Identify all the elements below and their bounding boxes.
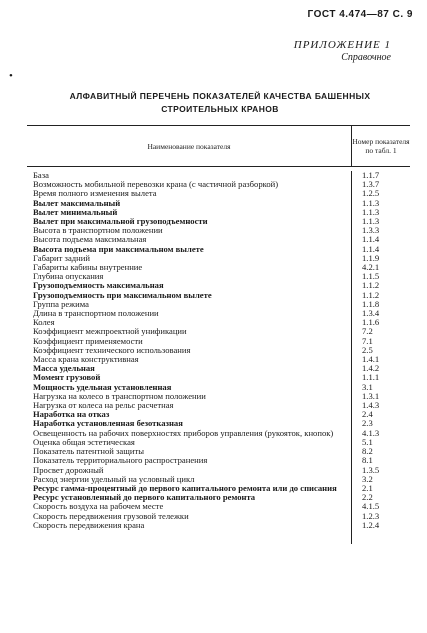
indicator-name: Колея xyxy=(33,317,55,328)
indicator-number: 1.1.1 xyxy=(362,372,380,383)
indicator-name: Вылет максимальный xyxy=(33,197,121,208)
indicator-name: Мощность удельная установленная xyxy=(33,381,172,392)
indicator-name: Масса крана конструктивная xyxy=(33,354,139,365)
document-title: АЛФАВИТНЫЙ ПЕРЕЧЕНЬ ПОКАЗАТЕЛЕЙ КАЧЕСТВА БАШЕННЫХ СТРОИТЕЛЬНЫХ КРАНОВ xyxy=(69,91,371,114)
indicator-name: Высота в транспортном положении xyxy=(33,225,163,236)
indicator-number: 1.1.7 xyxy=(362,170,380,180)
indicator-number: 1.3.1 xyxy=(362,390,380,401)
indicator-number: 1.3.3 xyxy=(362,225,380,236)
table-body xyxy=(27,171,410,530)
indicator-name: Группа режима xyxy=(33,298,89,309)
indicator-number: 1.3.4 xyxy=(362,308,380,319)
indicator-name: Возможность мобильной перевозки крана (с частичной разборкой) xyxy=(33,179,279,190)
indicator-name: Глубина опускания xyxy=(33,271,104,282)
indicator-number: 8.1 xyxy=(362,455,373,466)
column-header-name: Наименование показателя xyxy=(27,126,352,166)
indicator-number: 2.2 xyxy=(362,492,373,503)
indicator-name: Наработка установленная безотказная xyxy=(33,418,183,429)
indicator-number: 1.3.7 xyxy=(362,179,380,190)
indicator-name: Оценка общая эстетическая xyxy=(33,436,135,447)
column-header-number: Номер показателя по табл. 1 xyxy=(352,137,410,155)
indicator-name: Показатель патентной защиты xyxy=(33,446,144,457)
indicator-number: 1.1.6 xyxy=(362,317,380,328)
indicator-number: 1.1.3 xyxy=(362,197,380,208)
indicator-number: 3.2 xyxy=(362,473,373,484)
indicator-name: Показатель территориального распространения xyxy=(33,455,208,466)
annex-subtitle: Справочное xyxy=(341,52,391,63)
indicator-name: Скорость передвижения грузовой тележки xyxy=(33,510,189,521)
indicator-name: Скорость передвижения крана xyxy=(33,519,145,530)
indicator-name: Высота подъема максимальная xyxy=(33,234,147,245)
indicator-number: 2.3 xyxy=(362,418,373,429)
indicator-name: Коэффициент технического использования xyxy=(33,344,191,355)
indicator-number: 1.4.2 xyxy=(362,363,380,374)
indicator-number: 1.1.5 xyxy=(362,271,380,282)
indicator-number: 4.1.5 xyxy=(362,501,380,512)
indicator-number: 4.2.1 xyxy=(362,262,380,273)
indicator-name: Просвет дорожный xyxy=(33,464,104,475)
indicator-number: 8.2 xyxy=(362,446,373,457)
indicator-number: 7.2 xyxy=(362,326,373,337)
indicator-name: Расход энергии удельный на условный цикл xyxy=(33,473,195,484)
indicator-number: 1.2.3 xyxy=(362,510,380,521)
indicator-name: Вылет при максимальной грузоподъемности xyxy=(33,216,208,227)
indicator-name: Коэффициент межпроектной унификации xyxy=(33,326,187,337)
indicator-number: 1.2.5 xyxy=(362,188,380,199)
indicator-name: Нагрузка на колесо в транспортном положении xyxy=(33,390,206,401)
indicator-table xyxy=(27,125,410,530)
indicator-name: Масса удельная xyxy=(33,363,95,374)
indicator-name: Скорость воздуха на рабочем месте xyxy=(33,501,164,512)
indicator-name: Коэффициент применяемости xyxy=(33,335,143,346)
page-header: ГОСТ 4.474—87 С. 9 xyxy=(307,9,413,20)
bullet-mark: • xyxy=(9,70,13,82)
indicator-name: Освещенность на рабочих поверхностях приборов управления (рукояток, кнопок) xyxy=(33,427,334,438)
indicator-name: Момент грузовой xyxy=(33,372,101,383)
indicator-number: 1.1.4 xyxy=(362,243,380,254)
indicator-number: 1.1.4 xyxy=(362,234,380,245)
indicator-number: 1.1.2 xyxy=(362,280,380,291)
table-row xyxy=(27,521,410,530)
table-row xyxy=(27,309,410,318)
indicator-name: Длина в транспортном положении xyxy=(33,308,159,319)
indicator-number: 1.3.5 xyxy=(362,464,380,475)
indicator-number: 1.4.1 xyxy=(362,354,380,365)
indicator-name: Время полного изменения вылета xyxy=(33,188,157,199)
indicator-name: Наработка на отказ xyxy=(33,409,110,420)
indicator-number: 3.1 xyxy=(362,381,373,392)
indicator-name: База xyxy=(33,170,49,180)
indicator-number: 4.1.3 xyxy=(362,427,380,438)
indicator-number: 1.1.3 xyxy=(362,216,380,227)
annex-title: ПРИЛОЖЕНИЕ 1 xyxy=(293,39,391,51)
indicator-name: Габарит задний xyxy=(33,252,90,263)
indicator-number: 2.5 xyxy=(362,344,373,355)
indicator-number: 1.1.9 xyxy=(362,252,380,263)
indicator-name: Нагрузка от колеса на рельс расчетная xyxy=(33,400,174,411)
indicator-name: Высота подъема при максимальном вылете xyxy=(33,243,204,254)
indicator-number: 5.1 xyxy=(362,436,373,447)
indicator-name: Грузоподъемность при максимальном вылете xyxy=(33,289,212,300)
table-header xyxy=(27,125,410,167)
indicator-number: 1.1.2 xyxy=(362,289,380,300)
indicator-name: Ресурс гамма-процентный до первого капитального ремонта или до списания xyxy=(33,482,337,493)
indicator-number: 2.1 xyxy=(362,482,373,493)
indicator-name: Габариты кабины внутренние xyxy=(33,262,143,273)
indicator-number: 1.1.8 xyxy=(362,298,380,309)
indicator-number: 1.2.4 xyxy=(362,519,380,530)
indicator-number: 1.4.3 xyxy=(362,400,380,411)
annex-block xyxy=(294,39,391,63)
indicator-number: 1.1.3 xyxy=(362,206,380,217)
indicator-number: 7.1 xyxy=(362,335,373,346)
indicator-number: 2.4 xyxy=(362,409,373,420)
indicator-name: Ресурс установленный до первого капитального ремонта xyxy=(33,492,256,503)
indicator-name: Вылет минимальный xyxy=(33,206,118,217)
indicator-name: Грузоподъемность максимальная xyxy=(33,280,164,291)
